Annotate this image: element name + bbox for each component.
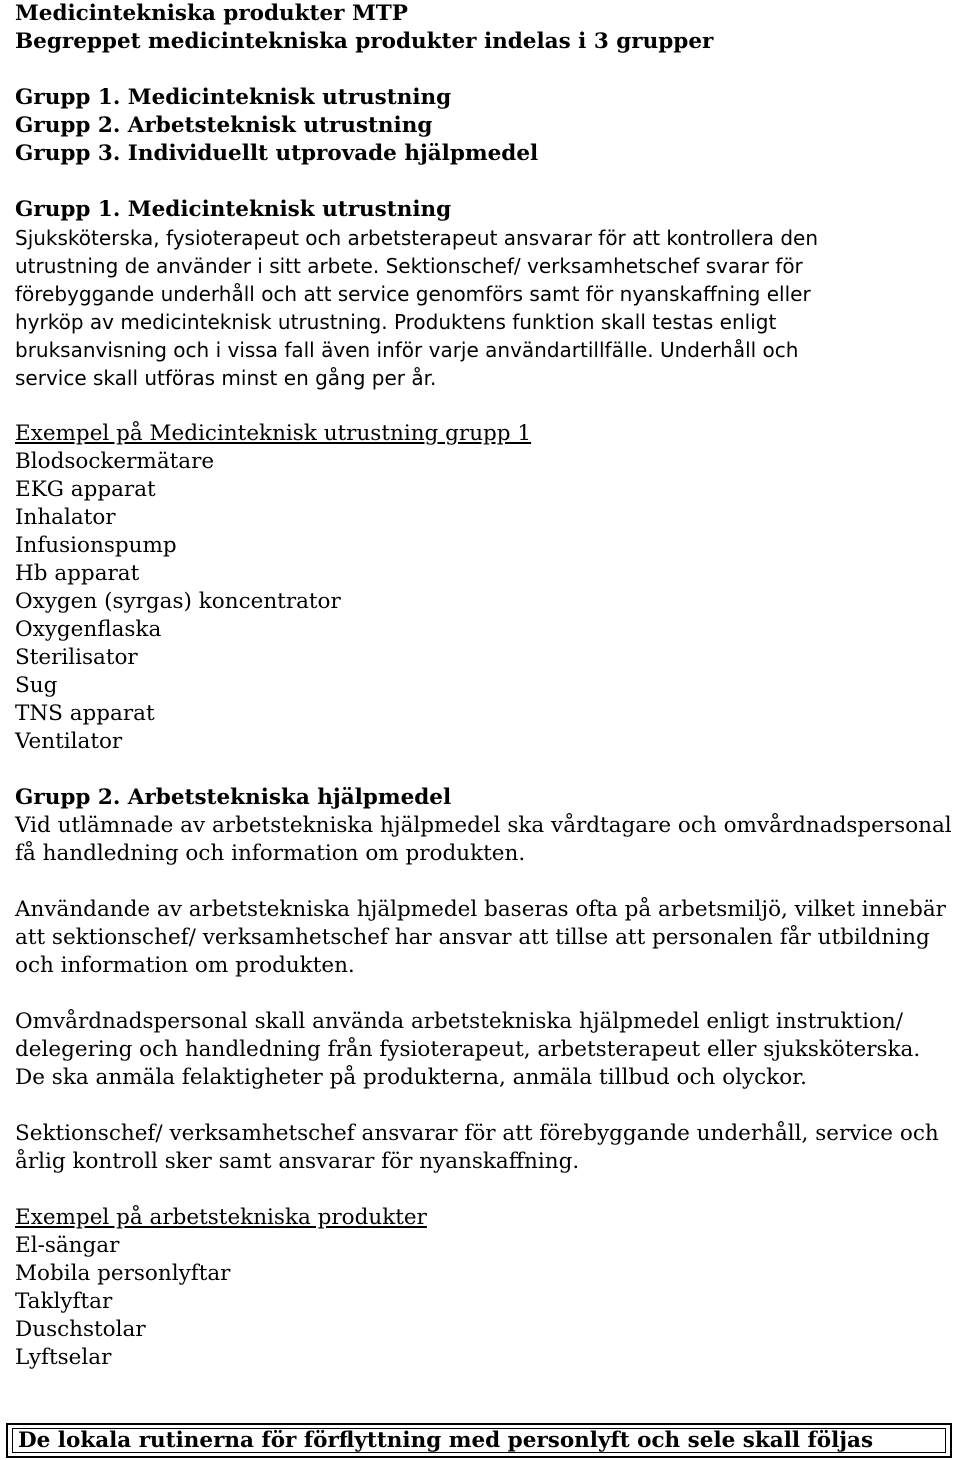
example-item: Sterilisator	[15, 645, 138, 670]
example-item: Taklyftar	[15, 1289, 113, 1314]
example-item: Lyftselar	[15, 1345, 112, 1370]
section1-examples-heading: Exempel på Medicinteknisk utrustning grupp 1	[15, 421, 532, 446]
example-item: Oxygen (syrgas) koncentrator	[15, 589, 341, 614]
example-item: Mobila personlyftar	[15, 1261, 231, 1286]
example-item: Ventilator	[15, 729, 123, 754]
section1-text-segment: Produktens funktion skall testas enligt	[393, 310, 777, 334]
example-item: Infusionspump	[15, 533, 177, 558]
group-list-item: Grupp 2. Arbetsteknisk utrustning	[15, 113, 433, 138]
example-item: TNS apparat	[15, 701, 155, 726]
section2-heading: Grupp 2. Arbetstekniska hjälpmedel	[15, 785, 452, 810]
section2-text-line: och information om produkten.	[15, 953, 355, 978]
section2-text-line: Omvårdnadspersonal skall använda arbetstekniska hjälpmedel enligt instruktion/	[15, 1009, 903, 1034]
section2-text-line: De ska anmäla felaktigheter på produkterna, anmäla tillbud och olyckor.	[15, 1065, 807, 1090]
footer-note-box	[6, 1423, 952, 1458]
section1-text-line	[15, 308, 776, 336]
section2-text-line: årlig kontroll sker samt ansvarar för nyanskaffning.	[15, 1149, 580, 1174]
example-item: Oxygenflaska	[15, 617, 162, 642]
section1-text-segment: Underhåll och	[659, 338, 799, 362]
section1-text-line: Sjuksköterska, fysioterapeut och arbetsterapeut ansvarar för att kontrollera den	[15, 226, 818, 250]
example-item: Hb apparat	[15, 561, 140, 586]
section2-examples-heading: Exempel på arbetstekniska produkter	[15, 1205, 427, 1230]
section1-text-segment: hyrköp av medicinteknisk utrustning.	[15, 310, 388, 334]
section2-text-line: att sektionschef/ verksamhetschef har ansvar att tillse att personalen får utbildning	[15, 925, 930, 950]
example-item: El-sängar	[15, 1233, 120, 1258]
section1-text-segment: Sektionschef/ verksamhetschef svarar för	[385, 254, 803, 278]
section2-text-line: Användande av arbetstekniska hjälpmedel baseras ofta på arbetsmiljö, vilket innebär	[15, 897, 946, 922]
footer-note: De lokala rutinerna för förflyttning med personlyft och sele skall följas	[18, 1428, 874, 1453]
section1-text-line: service skall utföras minst en gång per år.	[15, 366, 437, 390]
section2-text-line: Vid utlämnade av arbetstekniska hjälpmedel ska vårdtagare och omvårdnadspersonal	[15, 813, 952, 838]
example-item: EKG apparat	[15, 477, 156, 502]
section1-text-segment: utrustning de använder i sitt arbete.	[15, 254, 380, 278]
group-list-item: Grupp 3. Individuellt utprovade hjälpmedel	[15, 141, 539, 166]
section1-text-line: förebyggande underhåll och att service genomförs samt för nyanskaffning eller	[15, 282, 811, 306]
example-item: Sug	[15, 673, 58, 698]
group-list-item: Grupp 1. Medicinteknisk utrustning	[15, 85, 452, 110]
example-item: Duschstolar	[15, 1317, 146, 1342]
example-item: Blodsockermätare	[15, 449, 215, 474]
document-subtitle: Begreppet medicintekniska produkter indelas i 3 grupper	[15, 29, 714, 54]
section1-text-line	[15, 252, 803, 280]
document-title: Medicintekniska produkter MTP	[15, 1, 408, 26]
section2-text-line: få handledning och information om produkten.	[15, 841, 526, 866]
section2-text-line: delegering och handledning från fysioterapeut, arbetsterapeut eller sjuksköterska.	[15, 1037, 921, 1062]
example-item: Inhalator	[15, 505, 116, 530]
section2-text-line: Sektionschef/ verksamhetschef ansvarar för att förebyggande underhåll, service och	[15, 1121, 939, 1146]
section1-text-segment: bruksanvisning och i vissa fall även inför varje användartillfälle.	[15, 338, 654, 362]
section1-text-line	[15, 336, 798, 364]
section1-heading: Grupp 1. Medicinteknisk utrustning	[15, 197, 452, 222]
